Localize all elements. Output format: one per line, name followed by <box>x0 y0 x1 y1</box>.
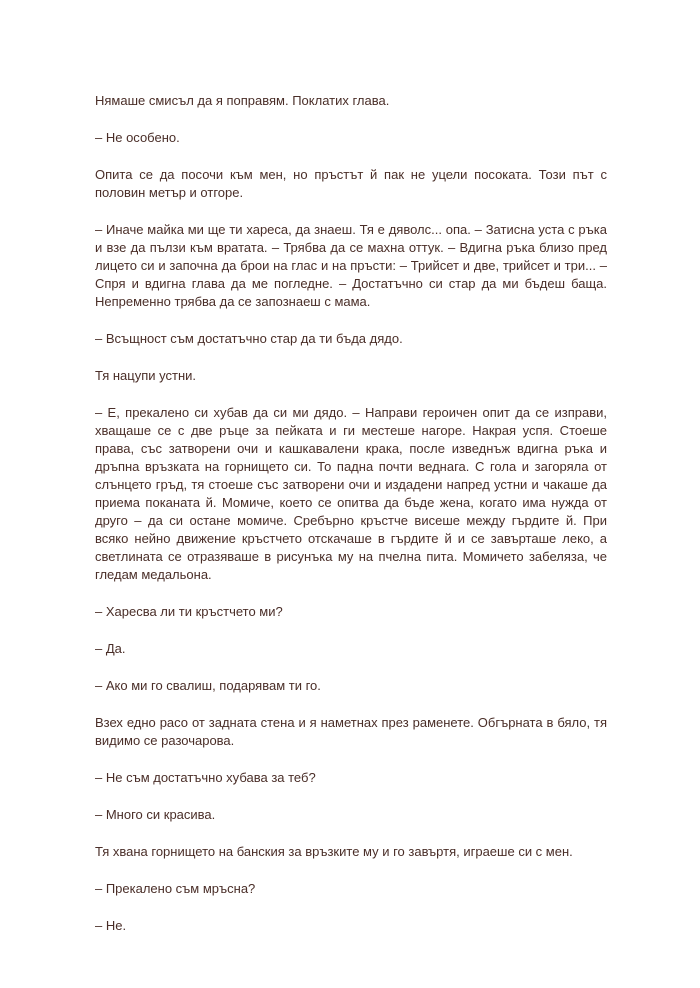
paragraph: Взех едно расо от задната стена и я наметнах през раменете. Обгърната в бяло, тя видимо се разочарова. <box>95 715 607 748</box>
paragraph: – Всъщност съм достатъчно стар да ти бъда дядо. <box>95 331 403 346</box>
paragraph: – Много си красива. <box>95 807 216 822</box>
paragraph: – Не. <box>95 918 127 933</box>
paragraph: – Ако ми го свалиш, подарявам ти го. <box>95 678 321 693</box>
paragraph: – Иначе майка ми ще ти хареса, да знаеш. Тя е дяволс... опа. – Затисна уста с ръка и взе да пълзи към вратата. – Трябва да се махна оттук. – Вдигна ръка близо пред лицето си и започна да брои на глас и на пръсти: – Трийсет и две, трийсет и три... – Спря и вдигна глава да ме погледне. – Достатъчно си стар да ми бъдеш баща. Непременно трябва да се запознаеш с мама. <box>95 222 607 309</box>
paragraph: – Да. <box>95 641 126 656</box>
paragraph: – Е, прекалено си хубав да си ми дядо. – Направи героичен опит да се изправи, хващаше се с две ръце за пейката и ги местеше нагоре. Накрая успя. Стоеше права, със затворени очи и кашкавалени крака, после изведнъж вдигна ръка и дръпна връзката на горнището си. То падна почти веднага. С гола и загоряла от слънцето гръд, тя стоеше със затворени очи и издадени напред устни и чакаше да приема поканата й. Момиче, което се опитва да бъде жена, когато има нужда от друго – да си остане момиче. Сребърно кръстче висеше между гърдите й. При всяко нейно движение кръстчето отскачаше в гърдите й и се завърташе леко, а светлината се отразяваше в рисунъка му на пчелна пита. Момичето забеляза, че гледам медальона. <box>95 405 607 582</box>
paragraph: Нямаше смисъл да я поправям. Поклатих глава. <box>95 93 390 108</box>
text-column <box>95 92 607 954</box>
paragraph: – Не съм достатъчно хубава за теб? <box>95 770 316 785</box>
paragraph: – Харесва ли ти кръстчето ми? <box>95 604 283 619</box>
paragraph: – Не особено. <box>95 130 180 145</box>
paragraph: Тя нацупи устни. <box>95 368 196 383</box>
paragraph: Опита се да посочи към мен, но пръстът й пак не уцели посоката. Този път с половин метър и отгоре. <box>95 167 607 200</box>
paragraph: – Прекалено съм мръсна? <box>95 881 256 896</box>
paragraph: Тя хвана горнището на банския за връзките му и го завъртя, играеше си с мен. <box>95 844 573 859</box>
